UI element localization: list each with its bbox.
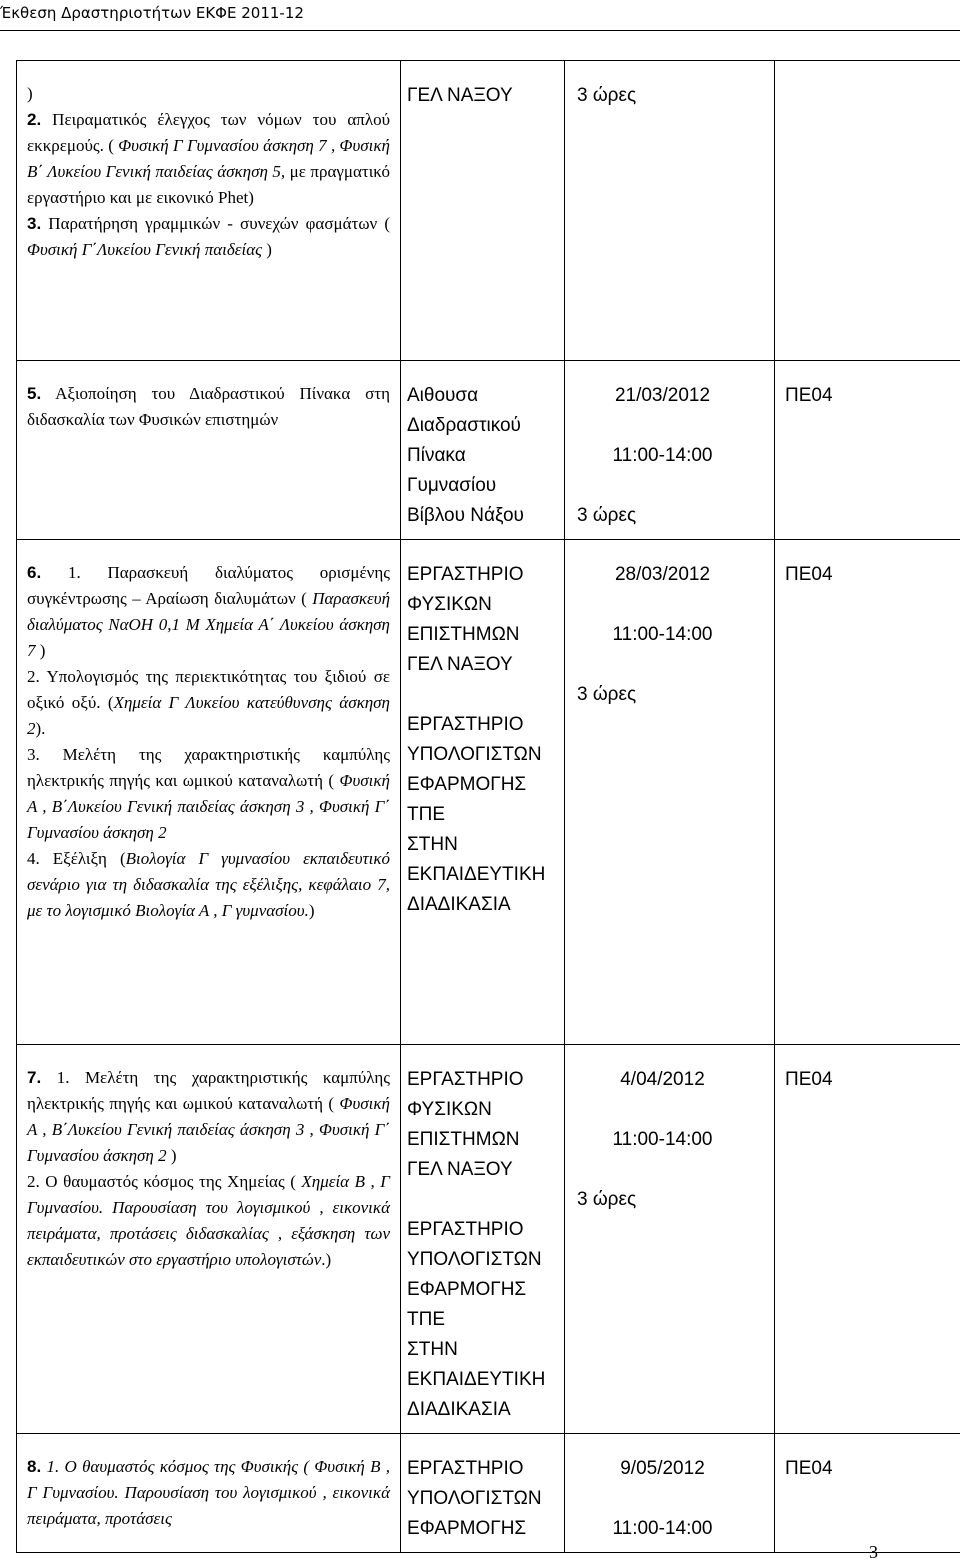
activity-item <box>27 1169 390 1273</box>
activity-text: ) <box>166 1146 177 1165</box>
activity-item <box>27 1065 390 1169</box>
specialty-cell <box>775 361 960 540</box>
location-line: Διαδραστικού <box>407 415 521 436</box>
location-cell <box>401 540 565 1045</box>
activity-number: 3. <box>27 214 42 233</box>
location-line: ΣΤΗΝ <box>407 834 458 855</box>
teacher-specialty: ΠΕ04 <box>785 1458 833 1479</box>
activity-number: 8. <box>27 1457 42 1476</box>
activity-text: 4. Εξέλιξη ( <box>27 849 126 868</box>
activity-date: 4/04/2012 <box>620 1069 705 1090</box>
activities-table <box>16 60 960 1553</box>
activity-text: ) <box>27 84 33 103</box>
activity-item <box>27 81 390 107</box>
activity-description-cell <box>17 361 401 540</box>
activity-text: Χημεία Β , Γ Γυμνασίου. Παρουσίαση του λογισμικού , εικονικά πειράματα, προτάσεις διδασκαλίας , εξάσκηση των εκπαιδευτικών στο εργαστήριο υπολογιστών <box>27 1172 390 1269</box>
date-cell <box>565 1434 775 1553</box>
activity-text: 1. Ο θαυμαστός κόσμος της Φυσικής ( <box>41 1457 315 1476</box>
activity-time: 11:00-14:00 <box>612 1518 713 1539</box>
activity-date: 21/03/2012 <box>614 385 711 406</box>
location-line: Αιθουσα <box>407 385 479 406</box>
location-line: Βίβλου Νάξου <box>407 505 524 526</box>
location-line: Πίνακα <box>407 445 466 466</box>
activity-number: 7. <box>27 1068 42 1087</box>
activity-time: 11:00-14:00 <box>612 624 713 645</box>
specialty-cell <box>775 1434 960 1553</box>
activity-duration: 3 ώρες <box>577 505 637 526</box>
location-line: ΓΕΛ ΝΑΞΟΥ <box>407 1159 513 1180</box>
activity-date: 9/05/2012 <box>620 1458 705 1479</box>
activity-number: 5. <box>27 384 42 403</box>
activity-text: Φυσική Γ΄Λυκείου Γενική παιδείας <box>27 240 263 259</box>
activity-text: 1. Μελέτη της χαρακτηριστικής καμπύλης ηλεκτρικής πηγής και ωμικού καταναλωτή ( <box>27 1068 390 1113</box>
location-line: ΦΥΣΙΚΩΝ <box>407 594 492 615</box>
activity-text: Παρασκευή διαλύματος ΝαΟΗ 0,1 Μ Χημεία Α΄ Λυκείου άσκηση 7 <box>27 589 390 660</box>
date-cell <box>565 61 775 361</box>
activity-row <box>17 1434 960 1553</box>
activity-item <box>27 742 390 846</box>
location-line <box>407 680 560 710</box>
activity-description-cell <box>17 540 401 1045</box>
activity-duration: 3 ώρες <box>577 684 637 705</box>
activity-text: ) <box>308 901 315 920</box>
document-header-title: Έκθεση Δραστηριοτήτων ΕΚΦΕ 2011-12 <box>0 4 304 22</box>
activity-item <box>27 560 390 664</box>
activity-item <box>27 846 390 924</box>
specialty-cell <box>775 61 960 361</box>
location-line: ΕΡΓΑΣΤΗΡΙΟ <box>407 1219 524 1240</box>
date-cell <box>565 361 775 540</box>
activity-row <box>17 1045 960 1434</box>
location-line: ΥΠΟΛΟΓΙΣΤΩΝ <box>407 744 542 765</box>
activity-text: 1. Παρασκευή διαλύματος ορισμένης συγκέντρωσης – Αραίωση διαλυμάτων ( <box>27 563 390 608</box>
activity-text: με πραγματικό εργαστήριο και με εικονικό Phet) <box>27 162 390 207</box>
location-line: ΕΚΠΑΙΔΕΥΤΙΚΗ <box>407 864 546 885</box>
location-line: ΕΚΠΑΙΔΕΥΤΙΚΗ <box>407 1369 546 1390</box>
location-line: ΕΡΓΑΣΤΗΡΙΟ <box>407 1069 524 1090</box>
date-cell <box>565 1045 775 1434</box>
teacher-specialty <box>775 61 960 89</box>
location-line: Γυμνασίου <box>407 475 497 496</box>
activity-text: Φυσική Α , Β΄Λυκείου Γενική παιδείας άσκηση 3 , Φυσική Γ΄ Γυμνασίου άσκηση 2 <box>27 1094 390 1165</box>
activity-row <box>17 61 960 361</box>
location-line: ΓΕΛ ΝΑΞΟΥ <box>407 654 513 675</box>
activity-text: ). <box>35 719 46 738</box>
activity-number: 6. <box>27 563 42 582</box>
location-line: ΤΠΕ <box>407 804 445 825</box>
location-line: ΕΦΑΡΜΟΓΗΣ <box>407 1279 527 1300</box>
location-line: ΕΠΙΣΤΗΜΩΝ <box>407 1129 520 1150</box>
location-line: ΥΠΟΛΟΓΙΣΤΩΝ <box>407 1249 542 1270</box>
activity-text: Χημεία Γ Λυκείου κατεύθυνσης άσκηση 2 <box>27 693 390 738</box>
activity-text: 2. Ο θαυμαστός κόσμος της Χημείας ( <box>27 1172 302 1191</box>
activity-text: Φυσική Γ Γυμνασίου άσκηση 7 , Φυσική Β΄ Λυκείου Γενική παιδείας άσκηση 5, <box>27 136 390 181</box>
activity-text: 2. Υπολογισμός της περιεκτικότητας του ξιδιού σε οξικό οξύ. ( <box>27 667 390 712</box>
activity-number: 2. <box>27 110 42 129</box>
location-line: ΓΕΛ ΝΑΞΟΥ <box>407 85 513 106</box>
teacher-specialty: ΠΕ04 <box>785 385 833 406</box>
activity-text: Πειραματικός έλεγχος των νόμων του απλού εκκρεμούς. ( <box>27 110 390 155</box>
activity-text: .) <box>321 1250 332 1269</box>
activity-item <box>27 107 390 211</box>
location-line: ΕΦΑΡΜΟΓΗΣ <box>407 1518 527 1539</box>
activity-description-cell <box>17 61 401 361</box>
activity-text: Παρατήρηση γραμμικών - συνεχών φασμάτων ( <box>41 214 390 233</box>
activity-date: 28/03/2012 <box>614 564 711 585</box>
teacher-specialty: ΠΕ04 <box>785 564 833 585</box>
date-cell <box>565 540 775 1045</box>
activity-item <box>27 664 390 742</box>
location-cell <box>401 1045 565 1434</box>
activity-row <box>17 361 960 540</box>
location-cell <box>401 61 565 361</box>
location-line: ΔΙΑΔΙΚΑΣΙΑ <box>407 1399 511 1420</box>
page-number: 3 <box>869 1542 878 1562</box>
activity-duration: 3 ώρες <box>577 85 637 106</box>
location-cell <box>401 361 565 540</box>
activity-description-cell <box>17 1434 401 1553</box>
activity-row <box>17 540 960 1045</box>
activity-time: 11:00-14:00 <box>612 1129 713 1150</box>
location-line: ΦΥΣΙΚΩΝ <box>407 1099 492 1120</box>
activity-text: ) <box>35 641 46 660</box>
activity-text: Αξιοποίηση του Διαδραστικού Πίνακα στη διδασκαλία των Φυσικών επιστημών <box>27 384 390 429</box>
activity-text: Φυσική Β , Γ Γυμνασίου. Παρουσίαση του λογισμικού , εικονικά πειράματα, προτάσεις <box>27 1457 391 1528</box>
activity-text: Φυσική Α , Β΄Λυκείου Γενική παιδείας άσκηση 3 , Φυσική Γ΄ Γυμνασίου άσκηση 2 <box>27 771 390 842</box>
specialty-cell <box>775 1045 960 1434</box>
location-line <box>407 1185 560 1215</box>
location-line: ΕΦΑΡΜΟΓΗΣ <box>407 774 527 795</box>
location-line: ΤΠΕ <box>407 1309 445 1330</box>
location-line: ΕΡΓΑΣΤΗΡΙΟ <box>407 1458 524 1479</box>
header-rule <box>0 30 960 31</box>
activity-item <box>27 1454 390 1532</box>
location-line: ΥΠΟΛΟΓΙΣΤΩΝ <box>407 1488 542 1509</box>
location-line: ΔΙΑΔΙΚΑΣΙΑ <box>407 894 511 915</box>
teacher-specialty: ΠΕ04 <box>785 1069 833 1090</box>
location-cell <box>401 1434 565 1553</box>
activity-item <box>27 381 390 433</box>
activity-time: 11:00-14:00 <box>612 445 713 466</box>
location-line: ΕΠΙΣΤΗΜΩΝ <box>407 624 520 645</box>
activity-duration: 3 ώρες <box>577 1189 637 1210</box>
location-line: ΕΡΓΑΣΤΗΡΙΟ <box>407 564 524 585</box>
location-line: ΕΡΓΑΣΤΗΡΙΟ <box>407 714 524 735</box>
location-line: ΣΤΗΝ <box>407 1339 458 1360</box>
activity-text: 3. Μελέτη της χαρακτηριστικής καμπύλης ηλεκτρικής πηγής και ωμικού καταναλωτή ( <box>27 745 390 790</box>
activity-text: ) <box>262 240 272 259</box>
activity-item <box>27 211 390 263</box>
activity-description-cell <box>17 1045 401 1434</box>
activity-text: Βιολογία Γ γυμνασίου εκπαιδευτικό σενάριο για τη διδασκαλία της εξέλιξης, κεφάλαιο 7, με το λογισμικό Βιολογία Α , Γ γυμνασίου. <box>27 849 390 920</box>
specialty-cell <box>775 540 960 1045</box>
